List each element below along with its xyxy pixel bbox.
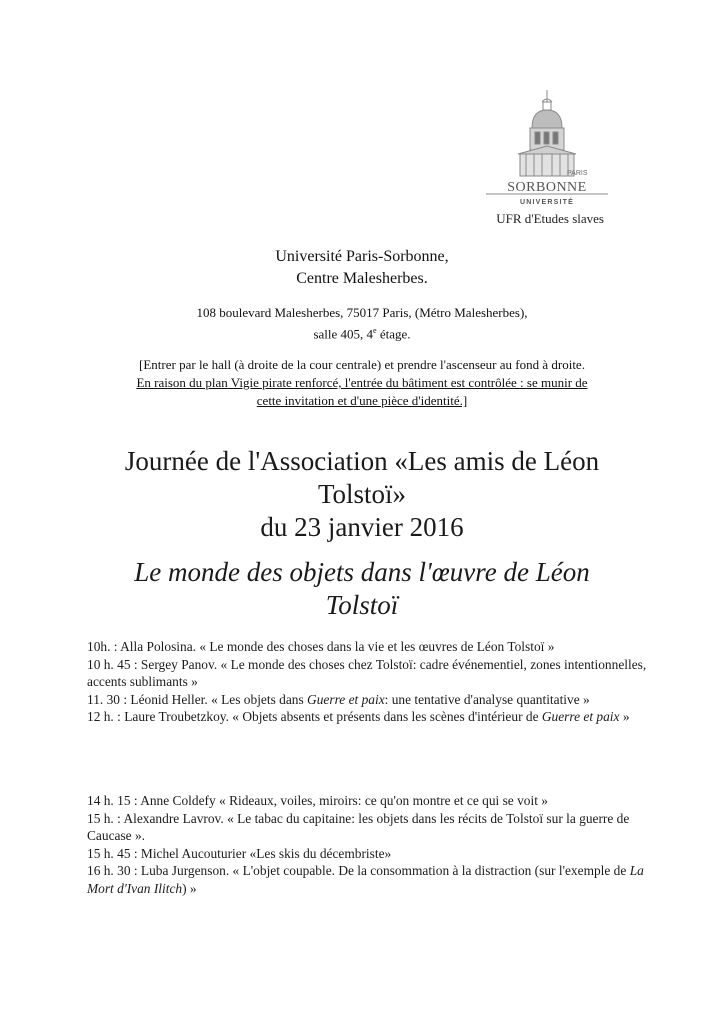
program-item: 14 h. 15 : Anne Coldefy « Rideaux, voiles, miroirs: ce qu'on montre et ce qui se voit »: [87, 793, 548, 808]
subtitle-line-2: Tolstoï: [325, 590, 399, 620]
logo-line3: UNIVERSITÉ: [519, 199, 575, 206]
notice-line-2: En raison du plan Vigie pirate renforcé, l'entrée du bâtiment est contrôlée : se munir de: [136, 375, 588, 390]
venue-line-2: Centre Malesherbes.: [296, 270, 428, 287]
access-notice: [0, 356, 724, 410]
event-title: [0, 445, 724, 544]
address-line-2: [0, 322, 724, 343]
title-line-2: Tolstoï»: [317, 479, 407, 509]
address-line-1: 108 boulevard Malesherbes, 75017 Paris, (Métro Malesherbes),: [196, 305, 528, 320]
program-afternoon: [87, 792, 647, 898]
logo-line1: PARIS: [567, 170, 588, 177]
department-name: UFR d'Etudes slaves: [496, 211, 604, 226]
subtitle-line-1: Le monde des objets dans l'œuvre de Léon: [134, 557, 590, 587]
notice-line-1: [Entrer par le hall (à droite de la cour centrale) et prendre l'ascenseur au fond à droite.: [139, 357, 585, 372]
program-morning: [87, 638, 647, 726]
venue-address: [0, 304, 724, 343]
address-floor-sup: e: [373, 326, 377, 335]
program-item: 10 h. 45 : Sergey Panov. « Le monde des choses chez Tolstoï: cadre événementiel, zones intentionnelles, accents sublimants »: [87, 656, 647, 690]
venue-name: [0, 246, 724, 290]
work-title: Guerre et paix: [541, 709, 620, 725]
program-item: 15 h. : Alexandre Lavrov. « Le tabac du capitaine: les objets dans les récits de Tolstoï sur la guerre de Caucase ».: [87, 810, 630, 844]
work-title: La Mort d'Ivan Ilitch: [87, 863, 644, 896]
program-item: 12 h. : Laure Troubetzkoy. « Objets absents et présents dans les scènes d'intérieur de Guerre et paix »: [87, 709, 630, 725]
program-item: 15 h. 45 : Michel Aucouturier «Les skis du décembriste»: [87, 845, 392, 861]
program-item: 16 h. 30 : Luba Jurgenson. « L'objet coupable. De la consommation à la distraction (sur l'exemple de La Mort d'Ivan Ilitch) »: [87, 863, 644, 896]
address-room: salle 405, 4: [313, 326, 374, 342]
venue-line-1: Université Paris-Sorbonne,: [275, 248, 449, 265]
sorbonne-logo: [482, 88, 612, 210]
title-line-3: du 23 janvier 2016: [260, 512, 464, 542]
title-line-1: Journée de l'Association «Les amis de Léon: [124, 446, 600, 476]
work-title: Guerre et paix: [307, 691, 385, 707]
program-item: 10h. : Alla Polosina. « Le monde des choses dans la vie et les œuvres de Léon Tolstoï »: [87, 639, 555, 654]
event-subtitle: [0, 556, 724, 622]
logo-line2: SORBONNE: [507, 180, 587, 195]
notice-line-3: cette invitation et d'une pièce d'identité.]: [256, 393, 468, 408]
program-item: 11. 30 : Léonid Heller. « Les objets dans Guerre et paix: une tentative d'analyse quantitative »: [87, 691, 590, 707]
address-floor: étage.: [376, 326, 411, 342]
sorbonne-tower-logo-icon: [482, 88, 612, 210]
